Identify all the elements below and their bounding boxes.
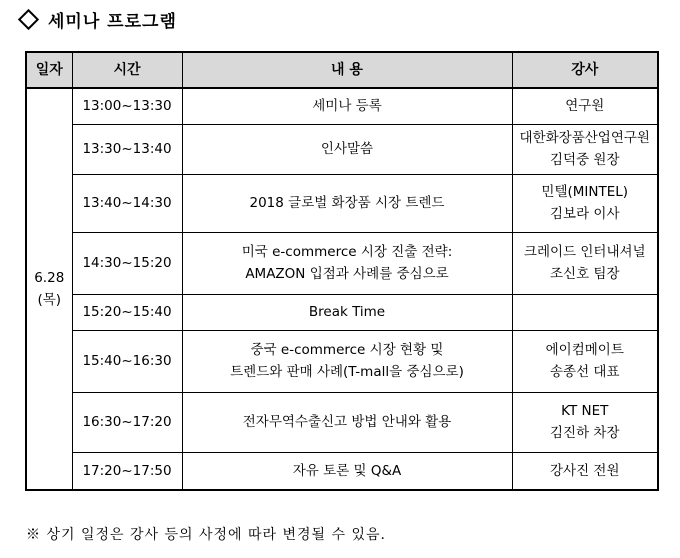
content-cell <box>182 232 512 294</box>
time-cell: 17:20~17:50 <box>72 452 182 490</box>
speaker-text: 대한화장품산업연구원 <box>519 130 650 146</box>
speaker-text: 김덕중 원장 <box>550 152 620 168</box>
content-text: 세미나 등록 <box>312 98 382 115</box>
speaker-cell <box>512 452 658 490</box>
date-text: 6.28 <box>34 270 65 286</box>
speaker-cell <box>512 88 658 124</box>
date-cell <box>26 88 72 490</box>
content-cell <box>182 294 512 330</box>
speaker-cell <box>512 330 658 392</box>
header-content: 내 용 <box>182 52 512 88</box>
time-cell: 13:40~14:30 <box>72 174 182 232</box>
table-row <box>26 452 658 490</box>
seminar-schedule-table <box>25 51 659 491</box>
speaker-cell <box>512 392 658 452</box>
time-cell: 15:40~16:30 <box>72 330 182 392</box>
table-row <box>26 294 658 330</box>
schedule-note: ※ 상기 일정은 강사 등의 사정에 따라 변경될 수 있음. <box>26 527 386 543</box>
content-text: 전자무역수출신고 방법 안내와 활용 <box>242 414 452 430</box>
content-text: 중국 e-commerce 시장 현황 및 <box>250 342 444 358</box>
speaker-text: 조신호 팀장 <box>550 266 620 282</box>
speaker-cell <box>512 294 658 330</box>
table-row <box>26 330 658 392</box>
diamond-bullet-icon <box>18 8 39 29</box>
content-text: 인사말씀 <box>320 141 374 157</box>
table-header-row <box>26 52 658 88</box>
speaker-text: 김보라 이사 <box>550 206 620 222</box>
speaker-text: 김진하 차장 <box>550 425 620 441</box>
content-text: 미국 e-commerce 시장 진출 전략: <box>241 244 453 260</box>
time-cell: 13:30~13:40 <box>72 124 182 174</box>
header-date: 일자 <box>26 52 72 88</box>
speaker-text: 강사진 전원 <box>550 462 620 479</box>
table-row <box>26 88 658 124</box>
time-cell: 13:00~13:30 <box>72 88 182 124</box>
speaker-text: 민텔(MINTEL) <box>541 184 629 200</box>
time-cell: 15:20~15:40 <box>72 294 182 330</box>
content-cell <box>182 330 512 392</box>
content-cell <box>182 452 512 490</box>
speaker-cell <box>512 174 658 232</box>
content-text: AMAZON 입점과 사례를 중심으로 <box>245 266 449 282</box>
table-body <box>26 88 658 490</box>
header-speaker: 강사 <box>512 52 658 88</box>
speaker-text: 크레이드 인터내셔널 <box>523 244 646 260</box>
content-cell <box>182 88 512 124</box>
speaker-text: 연구원 <box>565 98 605 115</box>
content-text: Break Time <box>308 304 386 320</box>
table-row <box>26 392 658 452</box>
time-cell: 16:30~17:20 <box>72 392 182 452</box>
table-row <box>26 232 658 294</box>
speaker-text: 송종선 대표 <box>550 364 620 380</box>
content-text: 트렌드와 판매 사례(T-mall을 중심으로) <box>230 364 464 380</box>
page-title-block <box>18 6 177 32</box>
speaker-cell <box>512 124 658 174</box>
page-title: 세미나 프로그램 <box>48 11 177 32</box>
content-text: 자유 토론 및 Q&A <box>292 462 402 479</box>
speaker-text: 에이컴메이트 <box>545 342 624 358</box>
time-cell: 14:30~15:20 <box>72 232 182 294</box>
content-cell <box>182 392 512 452</box>
content-cell <box>182 174 512 232</box>
date-text: (목) <box>37 292 62 308</box>
content-text: 2018 글로벌 화장품 시장 트렌드 <box>249 195 445 211</box>
table-row <box>26 124 658 174</box>
table-row <box>26 174 658 232</box>
header-time: 시간 <box>72 52 182 88</box>
speaker-text: KT NET <box>561 403 609 419</box>
content-cell <box>182 124 512 174</box>
speaker-cell <box>512 232 658 294</box>
